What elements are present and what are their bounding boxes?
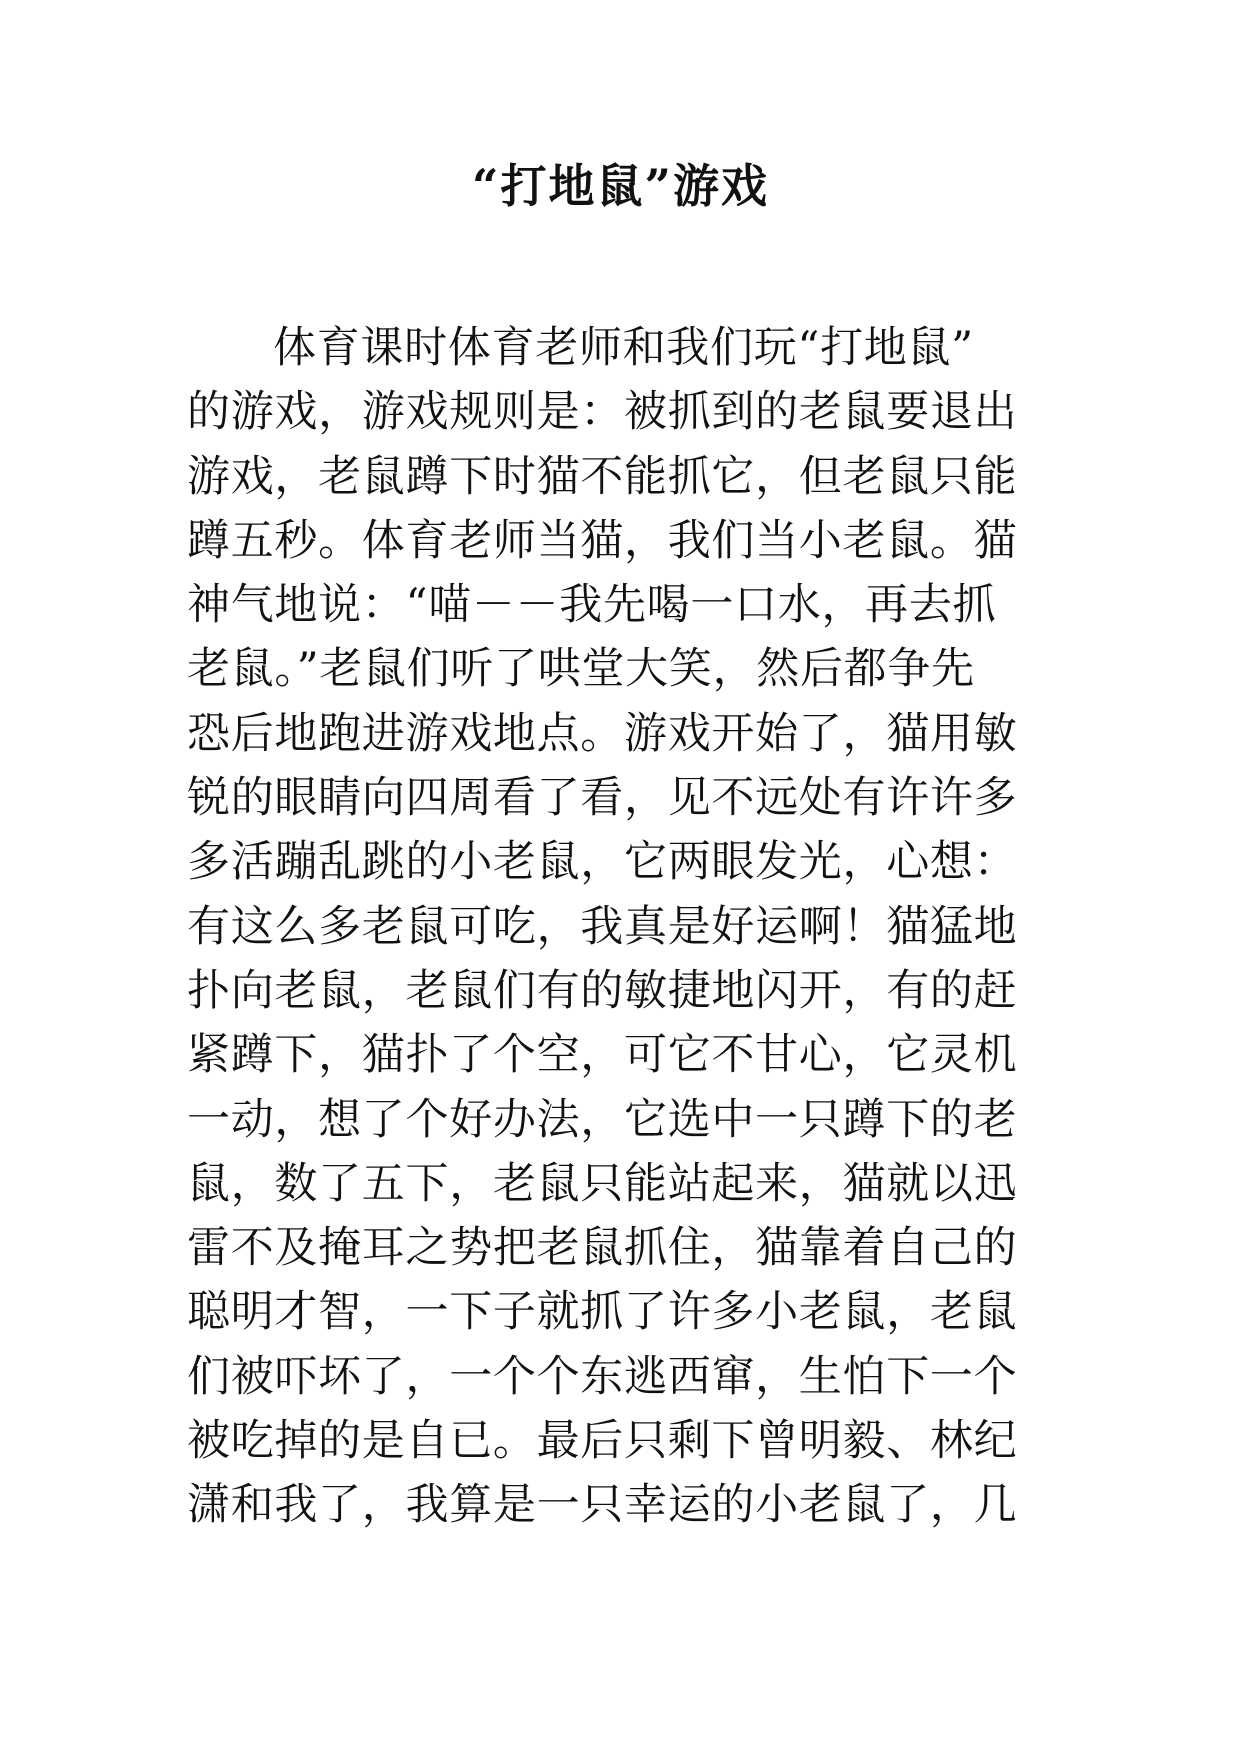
text-line: 雷不及掩耳之势把老鼠抓住，猫靠着自己的	[187, 1223, 1018, 1274]
text-line: 鼠，数了五下，老鼠只能站起来，猫就以迅	[187, 1158, 1018, 1209]
document-title: “打地鼠”游戏	[472, 159, 769, 213]
text-line: 扑向老鼠，老鼠们有的敏捷地闪开，有的赶	[187, 965, 1018, 1016]
text-line: 一动，想了个好办法，它选中一只蹲下的老	[187, 1094, 1018, 1145]
text-line: 的游戏，游戏规则是：被抓到的老鼠要退出	[187, 387, 1018, 438]
text-line: 潇和我了，我算是一只幸运的小老鼠了，几	[187, 1480, 1018, 1531]
text-line: 有这么多老鼠可吃，我真是好运啊！猫猛地	[187, 901, 1018, 952]
text-line: 神气地说：“喵－－我先喝一口水，再去抓	[187, 580, 997, 631]
text-line: 聪明才智，一下子就抓了许多小老鼠，老鼠	[187, 1287, 1018, 1338]
text-line: 多活蹦乱跳的小老鼠，它两眼发光，心想：	[187, 837, 1018, 888]
text-line: 蹲五秒。体育老师当猫，我们当小老鼠。猫	[187, 515, 1018, 566]
body-paragraph	[187, 316, 1062, 1538]
text-line: 游戏，老鼠蹲下时猫不能抓它，但老鼠只能	[187, 451, 1018, 502]
text-line: 被吃掉的是自已。最后只剩下曾明毅、林纪	[187, 1416, 1018, 1467]
text-line: 体育课时体育老师和我们玩“打地鼠”	[273, 323, 974, 373]
text-line: 恐后地跑进游戏地点。游戏开始了，猫用敏	[187, 708, 1018, 759]
text-line: 紧蹲下，猫扑了个空，可它不甘心，它灵机	[187, 1030, 1018, 1081]
text-line: 们被吓坏了，一个个东逃西窜，生怕下一个	[187, 1351, 1018, 1402]
text-line: 老鼠。”老鼠们听了哄堂大笑，然后都争先	[187, 644, 975, 695]
text-line: 锐的眼睛向四周看了看，见不远处有许许多	[187, 773, 1018, 824]
